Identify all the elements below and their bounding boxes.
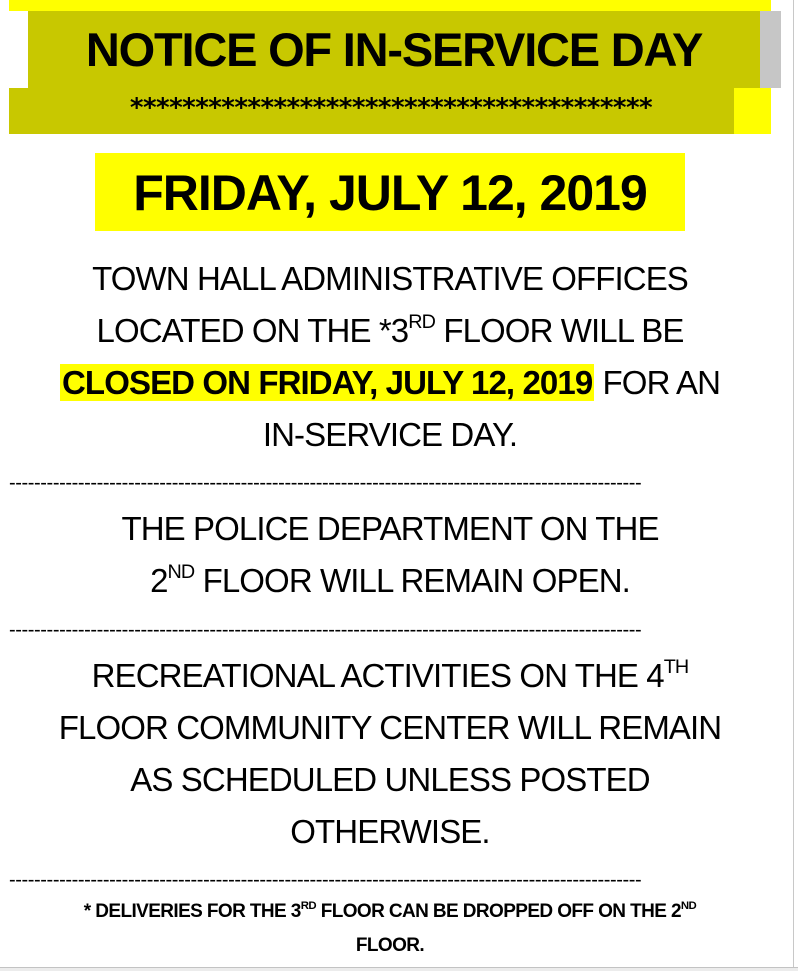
page-right-border [793, 0, 794, 967]
section2-line2 [9, 555, 771, 607]
section2-line1: THE POLICE DEPARTMENT ON THE [121, 510, 659, 547]
footnote-text-b: FLOOR CAN BE DROPPED OFF ON THE 2 [316, 901, 681, 922]
section3-line1 [9, 650, 771, 702]
deliveries-footnote [9, 895, 771, 963]
asterisk-row: **************************************** [128, 93, 652, 123]
section1-line4: IN-SERVICE DAY. [262, 416, 518, 453]
top-highlight-strip [9, 0, 771, 11]
dashed-divider-3: ----------------------------------------------------------------------------------------------------- [9, 870, 642, 890]
footnote-text-a: * DELIVERIES FOR THE 3 [83, 901, 301, 922]
section-recreational-activities [9, 650, 771, 858]
ordinal-suffix: RD [300, 900, 317, 913]
section2-line2-text: 2 [150, 562, 168, 599]
date-banner: FRIDAY, JULY 12, 2019 [95, 153, 685, 231]
section3-line3: AS SCHEDULED UNLESS POSTED [130, 761, 650, 798]
notice-title: NOTICE OF IN-SERVICE DAY [85, 23, 703, 76]
section-police-department [9, 503, 771, 607]
footnote-line1 [9, 895, 771, 929]
section-town-hall-closure [9, 253, 771, 461]
dashed-divider-1: ----------------------------------------------------------------------------------------------------- [9, 473, 642, 493]
ordinal-suffix: ND [167, 561, 195, 584]
section1-line3-text-end: FOR AN [594, 364, 720, 401]
section1-line3 [9, 357, 771, 409]
section1-line2-text-end: FLOOR WILL BE [435, 312, 684, 349]
closure-date-highlight: CLOSED ON FRIDAY, JULY 12, 2019 [62, 364, 593, 401]
dashed-divider-2: ----------------------------------------------------------------------------------------------------- [9, 620, 642, 640]
section1-line2 [9, 305, 771, 357]
title-gray-highlight [760, 11, 781, 88]
footnote-line2: FLOOR. [355, 935, 425, 956]
section1-line1: TOWN HALL ADMINISTRATIVE OFFICES [92, 260, 688, 297]
ordinal-suffix: ND [680, 900, 697, 913]
section1-line2-text: LOCATED ON THE *3 [96, 312, 409, 349]
section3-line1-text: RECREATIONAL ACTIVITIES ON THE 4 [91, 657, 664, 694]
ordinal-suffix: RD [408, 311, 436, 334]
page-bottom-border [0, 967, 798, 971]
section2-line2-text-end: FLOOR WILL REMAIN OPEN. [194, 562, 630, 599]
section3-line2: FLOOR COMMUNITY CENTER WILL REMAIN [58, 709, 722, 746]
ordinal-suffix: TH [663, 656, 689, 679]
section3-line4: OTHERWISE. [290, 813, 490, 850]
